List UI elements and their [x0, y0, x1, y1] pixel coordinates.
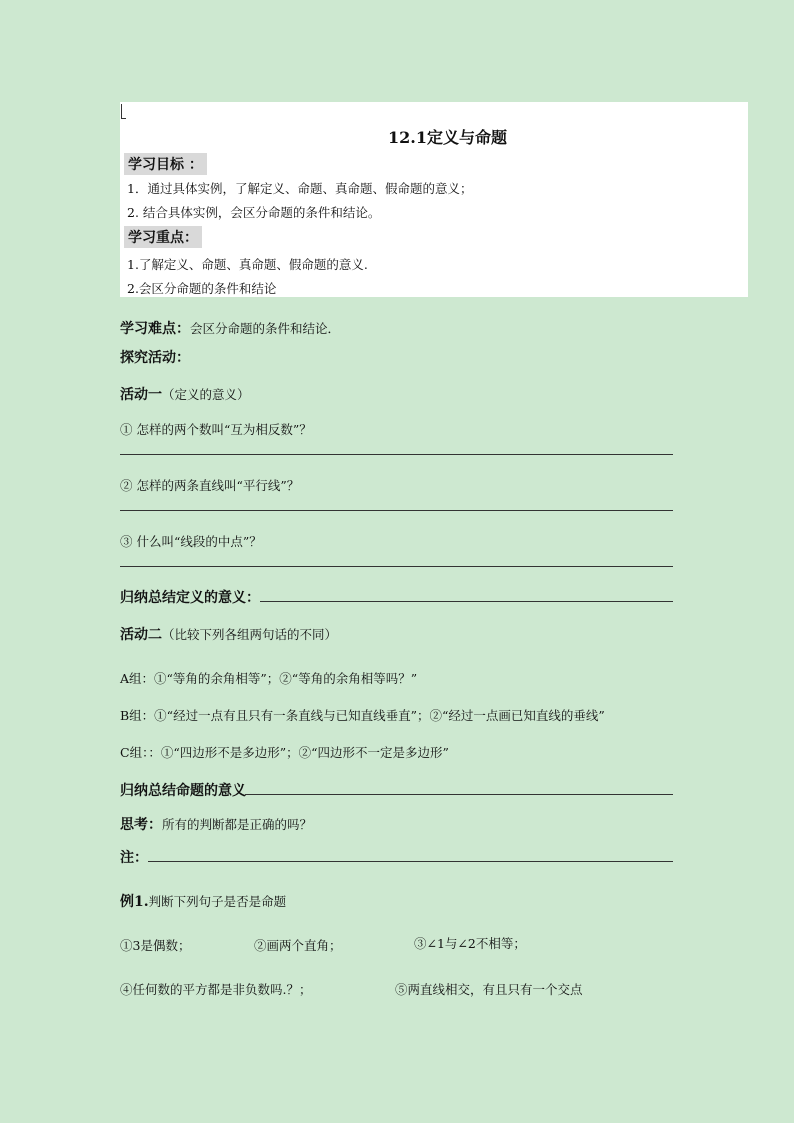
note-label: 注：: [120, 850, 148, 866]
note-line: [148, 861, 673, 862]
example1-item-3: ③∠1与∠2不相等；: [414, 936, 526, 951]
summary-proposition-label: 归纳总结命题的意义: [120, 783, 246, 799]
group-a: A组：①“等角的余角相等”；②“等角的余角相等吗？”: [120, 671, 418, 686]
example1-text: 判断下列句子是否是命题: [148, 894, 287, 909]
activity2-heading: [120, 624, 337, 644]
summary-definition-line: [260, 601, 673, 602]
difficulty-label: 学习难点：: [120, 321, 190, 337]
activity2-label: 活动二: [120, 627, 162, 643]
summary-definition-label: 归纳总结定义的意义：: [120, 590, 260, 606]
activity1-question-3: ③ 什么叫“线段的中点”？: [120, 534, 262, 549]
objective-2: 2. 结合具体实例，会区分命题的条件和结论。: [127, 205, 381, 220]
difficulty-text: 会区分命题的条件和结论．: [190, 321, 341, 336]
think-text: 所有的判断都是正确的吗？: [162, 817, 313, 832]
example1-item-5: ⑤两直线相交，有且只有一个交点: [395, 982, 583, 997]
activity1-heading: [120, 384, 250, 404]
example1-item-1: ①3是偶数；: [120, 938, 191, 953]
objectives-label: 学习目标 ：: [124, 153, 207, 175]
page-title: 12.1定义与命题: [388, 128, 507, 147]
think-line: [120, 814, 312, 834]
key-points-label: 学习重点：: [124, 226, 202, 248]
activity1-question-1: ① 怎样的两个数叫“互为相反数”？: [120, 422, 312, 437]
example1-item-2: ②画两个直角；: [254, 938, 342, 953]
group-c: C组：：①“四边形不是多边形”；②“四边形不一定是多边形”: [120, 745, 449, 760]
answer-line-3: [120, 566, 673, 567]
activity1-question-2: ② 怎样的两条直线叫“平行线”？: [120, 478, 300, 493]
answer-line-1: [120, 454, 673, 455]
key-point-1: 1.了解定义、命题、真命题、假命题的意义.: [127, 257, 368, 272]
group-b: B组：①“经过一点有且只有一条直线与已知直线垂直”；②“经过一点画已知直线的垂线”: [120, 708, 605, 723]
summary-proposition-line: [245, 794, 673, 795]
objective-1: 1．通过具体实例，了解定义、命题、真命题、假命题的意义；: [127, 181, 473, 196]
activity1-note: （定义的意义）: [162, 387, 250, 402]
key-point-2: 2.会区分命题的条件和结论: [127, 281, 277, 296]
activity1-label: 活动一: [120, 387, 162, 403]
example1-label: 例1.: [120, 894, 149, 910]
explore-label: 探究活动：: [120, 350, 190, 366]
activity2-note: （比较下列各组两句话的不同）: [162, 627, 338, 642]
difficulty-line: [120, 318, 340, 338]
answer-line-2: [120, 510, 673, 511]
text-cursor-mark: [121, 104, 126, 119]
think-label: 思考：: [120, 817, 162, 833]
example1-item-4: ④任何数的平方都是非负数吗.？；: [120, 982, 312, 997]
example1-heading: [120, 891, 286, 911]
